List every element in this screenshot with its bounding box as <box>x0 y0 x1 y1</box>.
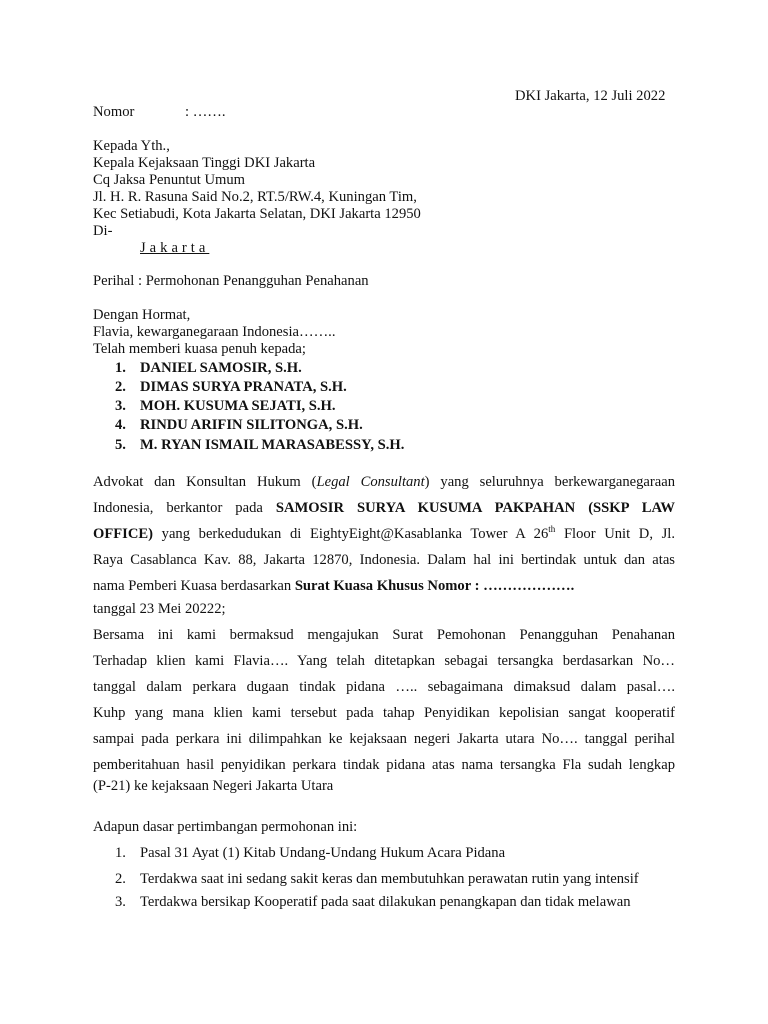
paragraph-line: Indonesia, berkantor pada SAMOSIR SURYA KUSUMA PAKPAHAN (SSKP LAW <box>93 500 676 516</box>
lawyer-name: RINDU ARIFIN SILITONGA, S.H. <box>140 417 363 433</box>
paragraph-line: Terhadap klien kami Flavia…. Yang telah ditetapkan sebagai tersangka berdasarkan No… <box>93 653 675 669</box>
nomor-value: : ……. <box>185 104 226 120</box>
lawyer-name: M. RYAN ISMAIL MARASABESSY, S.H. <box>140 437 405 453</box>
paragraph-line: Kuhp yang mana klien kami tersebut pada tahap Penyidikan kepolisian sangat kooperatif <box>93 705 675 721</box>
kuasa-intro: Telah memberi kuasa penuh kepada; <box>93 341 306 357</box>
lawyer-number: 5. <box>115 437 126 453</box>
paragraph-line: pemberitahuan hasil penyidikan perkara tindak pidana atas nama tersangka Fla sudah lengkap <box>93 757 675 773</box>
lawyer-name: DIMAS SURYA PRANATA, S.H. <box>140 379 347 395</box>
paragraph-line: nama Pemberi Kuasa berdasarkan Surat Kuasa Khusus Nomor : ………………. <box>93 578 575 594</box>
dasar-text: Pasal 31 Ayat (1) Kitab Undang-Undang Hukum Acara Pidana <box>140 845 506 861</box>
lawyer-number: 4. <box>115 417 126 433</box>
date-line: DKI Jakarta, 12 Juli 2022 <box>515 88 666 104</box>
paragraph-line: (P-21) ke kejaksaan Negeri Jakarta Utara <box>93 778 334 794</box>
lawyer-number: 3. <box>115 398 126 414</box>
dasar-text: Terdakwa bersikap Kooperatif pada saat dilakukan penangkapan dan tidak melawan <box>140 894 631 910</box>
pemberi-kuasa-line: Flavia, kewarganegaraan Indonesia…….. <box>93 324 336 340</box>
salutation: Dengan Hormat, <box>93 307 191 323</box>
dasar-text: Terdakwa saat ini sedang sakit keras dan membutuhkan perawatan rutin yang intensif <box>140 871 639 887</box>
kepada-line: Kepada Yth., <box>93 138 170 154</box>
paragraph-line: Raya Casablanca Kav. 88, Jakarta 12870, Indonesia. Dalam hal ini bertindak untuk dan atas <box>93 552 675 568</box>
dasar-intro: Adapun dasar pertimbangan permohonan ini: <box>93 819 358 835</box>
paragraph-line: OFFICE) yang berkedudukan di EightyEight@Kasablanka Tower A 26th Floor Unit D, Jl. <box>93 524 676 542</box>
lawyer-name: MOH. KUSUMA SEJATI, S.H. <box>140 398 336 414</box>
paragraph-line: tanggal dalam perkara dugaan tindak pidana ….. sebagaimana dimaksud dalam pasal…. <box>93 679 675 695</box>
paragraph-line: Advokat dan Konsultan Hukum (Legal Consultant) yang seluruhnya berkewarganegaraan <box>93 474 675 490</box>
di-line: Di- <box>93 223 113 239</box>
address-line-4: Kec Setiabudi, Kota Jakarta Selatan, DKI Jakarta 12950 <box>93 206 421 222</box>
address-line-3: Jl. H. R. Rasuna Said No.2, RT.5/RW.4, Kuningan Tim, <box>93 189 417 205</box>
lawyer-name: DANIEL SAMOSIR, S.H. <box>140 360 302 376</box>
paragraph-line: tanggal 23 Mei 20222; <box>93 601 226 617</box>
dasar-number: 2. <box>115 871 126 887</box>
address-line-2: Cq Jaksa Penuntut Umum <box>93 172 246 188</box>
address-line-1: Kepala Kejaksaan Tinggi DKI Jakarta <box>93 155 316 171</box>
city-line: Jakarta <box>140 240 210 256</box>
perihal-line: Perihal : Permohonan Penangguhan Penahanan <box>93 273 369 289</box>
dasar-number: 3. <box>115 894 126 910</box>
paragraph-line: Bersama ini kami bermaksud mengajukan Surat Pemohonan Penangguhan Penahanan <box>93 627 675 643</box>
dasar-number: 1. <box>115 845 126 861</box>
paragraph-line: sampai pada perkara ini dilimpahkan ke kejaksaan negeri Jakarta utara No…. tanggal perihal <box>93 731 675 747</box>
lawyer-number: 1. <box>115 360 126 376</box>
nomor-label: Nomor <box>93 104 135 120</box>
lawyer-number: 2. <box>115 379 126 395</box>
